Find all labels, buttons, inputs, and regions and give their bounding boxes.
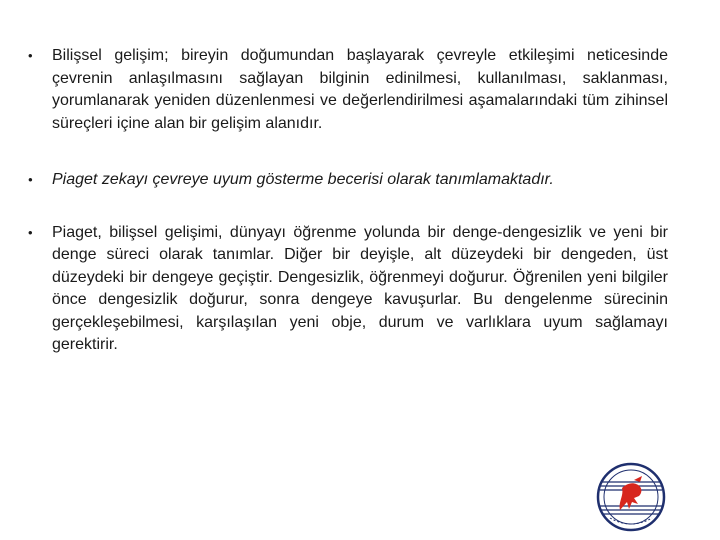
bullet-list <box>28 45 668 357</box>
university-seal-icon <box>596 462 666 532</box>
bullet-item-3 <box>28 222 668 357</box>
bullet-marker: • <box>28 224 33 240</box>
bullet-marker: • <box>28 172 33 187</box>
bullet-marker: • <box>28 48 33 63</box>
bullet-item-2 <box>28 169 668 192</box>
bullet-text: Piaget, bilişsel gelişimi, dünyayı öğrenme yolunda bir denge-dengesizlik ve yeni bir denge süreci olarak tanımlar. Diğer bir deyişle, alt düzeydeki bir dengeden, üst düzeydeki bir dengeye geçiştir. Dengesizlik, öğrenmeyi doğurur. Öğrenilen yeni bilgiler önce dengesizlik doğurur, sonra dengeye kavuşurlar. Bu dengelenme sürecinin gerçekleşebilmesi, karşılaşılan yeni obje, durum ve varlıklara uyum sağlamayı gerektirir. <box>52 223 668 353</box>
bullet-item-1 <box>28 45 668 135</box>
bullet-text: Bilişsel gelişim; bireyin doğumundan başlayarak çevreyle etkileşimi neticesinde çevrenin anlaşılmasını sağlayan bilginin edinilmesi, kullanılması, saklanması, yorumlanarak yeniden düzenlenmesi ve değerlendirilmesi aşamalarındaki tüm zihinsel süreçleri içine alan bir gelişim alanıdır. <box>52 47 668 132</box>
bullet-text: Piaget zekayı çevreye uyum gösterme becerisi olarak tanımlamaktadır. <box>52 171 554 188</box>
